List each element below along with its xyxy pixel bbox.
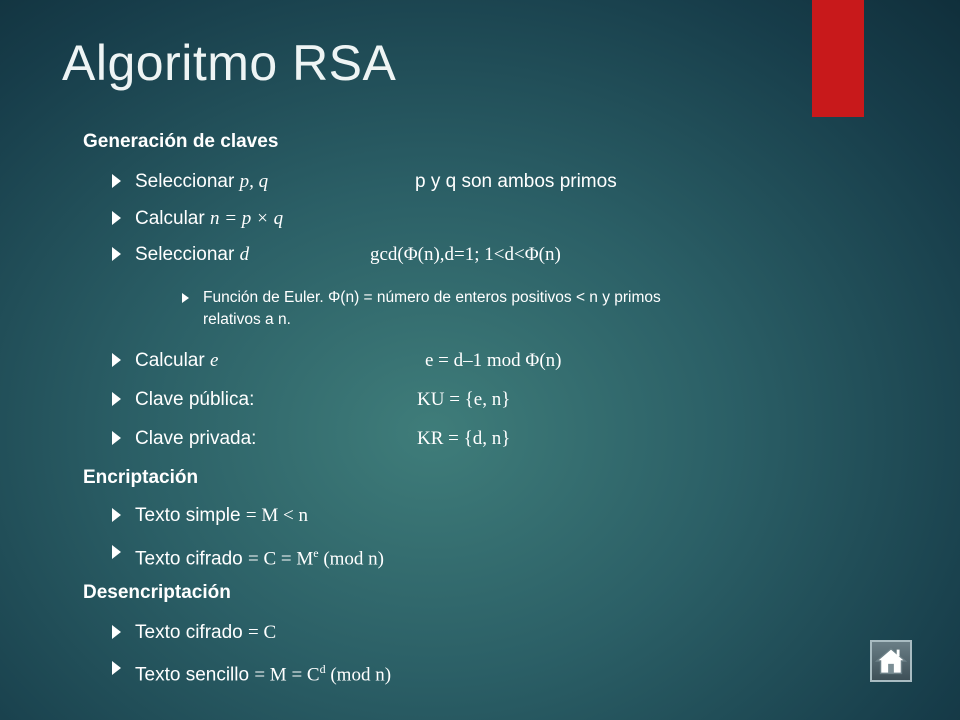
item-label: Clave pública:	[135, 389, 255, 410]
item-exponent: e	[313, 546, 319, 560]
home-icon	[872, 642, 910, 680]
bullet-arrow-icon	[112, 431, 121, 445]
bullet-arrow-icon	[112, 545, 121, 559]
sub-item-euler	[203, 287, 860, 331]
list-item-calcular-n	[135, 207, 900, 231]
list-item-seleccionar-d	[135, 243, 900, 267]
item-label: Texto cifrado	[135, 548, 248, 570]
section-heading-desencriptacion: Desencriptación	[83, 582, 231, 603]
bullet-arrow-icon	[112, 247, 121, 261]
item-formula: gcd(Φ(n),d=1; 1<d<Φ(n)	[370, 244, 561, 265]
item-formula: KU = {e, n}	[417, 389, 511, 410]
item-formula: e = d–1 mod Φ(n)	[425, 350, 562, 371]
item-formula: n = p × q	[209, 208, 284, 229]
list-item-texto-cifrado-c	[135, 621, 900, 645]
item-variable: e	[209, 350, 219, 371]
bullet-arrow-icon	[112, 392, 121, 406]
item-formula: KR = {d, n}	[417, 428, 511, 449]
item-formula: = C = M	[248, 548, 314, 570]
section-heading-generacion: Generación de claves	[83, 131, 279, 152]
bullet-arrow-icon	[112, 661, 121, 675]
page-title: Algoritmo RSA	[62, 35, 397, 91]
list-item-seleccionar-pq	[135, 170, 900, 194]
list-item-calcular-e	[135, 349, 900, 373]
item-label: Texto simple	[135, 505, 246, 526]
section-heading-encriptacion: Encriptación	[83, 467, 199, 488]
item-label: Texto sencillo	[135, 664, 255, 686]
item-variable: p, q	[239, 171, 269, 192]
item-label: Calcular	[135, 208, 210, 229]
sub-item-line1: Función de Euler. Φ(n) = número de enteros positivos < n y primos	[203, 289, 661, 306]
item-formula-tail: (mod n)	[325, 664, 392, 686]
item-label: Clave privada:	[135, 428, 257, 449]
list-item-texto-sencillo	[135, 657, 900, 687]
sub-item-line2: relativos a n.	[203, 311, 291, 328]
item-label: Seleccionar	[135, 171, 240, 192]
item-formula-tail: (mod n)	[318, 548, 385, 570]
bullet-arrow-icon	[112, 353, 121, 367]
bullet-arrow-icon	[182, 293, 189, 303]
item-formula: = C	[248, 622, 277, 643]
item-formula: = M = C	[254, 664, 320, 686]
accent-bar	[812, 0, 864, 117]
list-item-texto-cifrado	[135, 541, 900, 571]
bullet-arrow-icon	[112, 174, 121, 188]
item-label: Texto cifrado	[135, 622, 248, 643]
list-item-clave-publica	[135, 388, 900, 412]
item-variable: d	[239, 244, 250, 265]
bullet-arrow-icon	[112, 625, 121, 639]
item-exponent: d	[319, 662, 326, 676]
item-label: Calcular	[135, 350, 210, 371]
item-formula: = M < n	[245, 505, 308, 526]
bullet-arrow-icon	[112, 211, 121, 225]
item-label: Seleccionar	[135, 244, 240, 265]
list-item-texto-simple	[135, 504, 900, 528]
item-detail: p y q son ambos primos	[415, 171, 617, 192]
bullet-arrow-icon	[112, 508, 121, 522]
list-item-clave-privada	[135, 427, 900, 451]
home-button[interactable]	[870, 640, 912, 682]
